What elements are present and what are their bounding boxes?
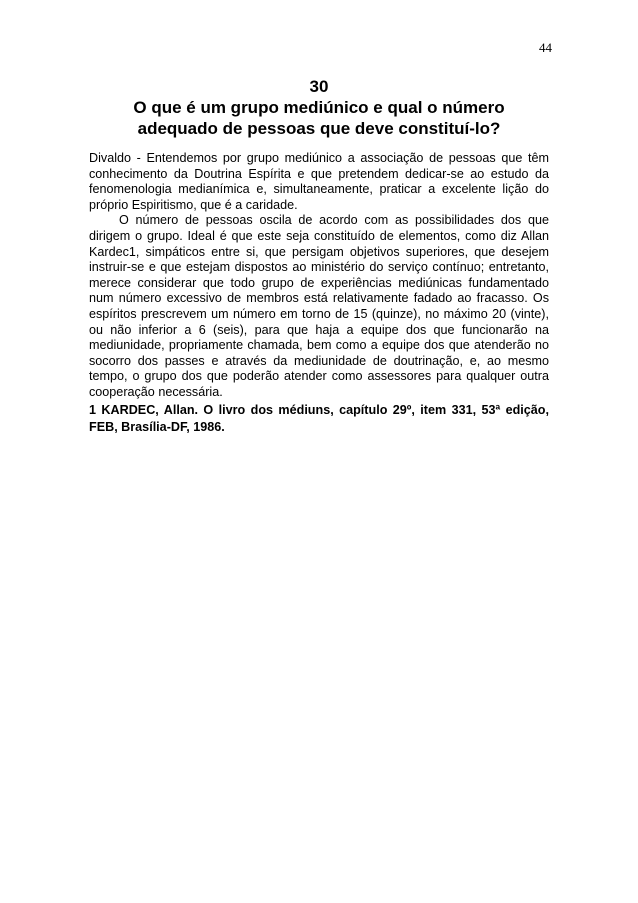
chapter-number: 30	[309, 77, 329, 96]
paragraph-group-size: O número de pessoas oscila de acordo com as possibilidades dos que dirigem o grupo. Ideal é que este seja constituído de elementos, como diz Allan Kardec1, simpáticos entre si, que persigam objetivos superiores, que desejem instruir-se e que estejam dispostos ao ministério do serviço contínuo; entretanto, merece considerar que todo grupo de experiências mediúnicas fundamentado num número excessivo de membros está relativamente fadado ao fracasso. Os espíritos prescrevem um número em torno de 15 (quinze), no máximo 20 (vinte), ou não inferior a 6 (seis), para que haja a equipe dos que funcionarão na mediunidade, propriamente chamada, bem como a equipe dos que atenderão no socorro dos passes e através da mediunidade de doutrinação, e, ao mesmo tempo, o grupo dos que poderão atender como assessores para qualquer outra cooperação necessária.	[89, 213, 549, 399]
page-number: 44	[539, 40, 552, 55]
footnote: 1 KARDEC, Allan. O livro dos médiuns, capítulo 29º, item 331, 53ª edição, FEB, Brasília-DF, 1986.	[89, 403, 549, 434]
body-text	[89, 151, 549, 401]
chapter-heading	[90, 76, 548, 139]
chapter-title-line-2: adequado de pessoas que deve constituí-lo?	[137, 119, 501, 138]
paragraph-answer-intro: Divaldo - Entendemos por grupo mediúnico a associação de pessoas que têm conhecimento da Doutrina Espírita e que pretendem dedicar-se ao estudo da fenomenologia medianímica e, simultaneamente, praticar a excelente lição do próprio Espiritismo, que é a caridade.	[89, 151, 549, 212]
chapter-title-line-1: O que é um grupo mediúnico e qual o número	[133, 98, 505, 117]
